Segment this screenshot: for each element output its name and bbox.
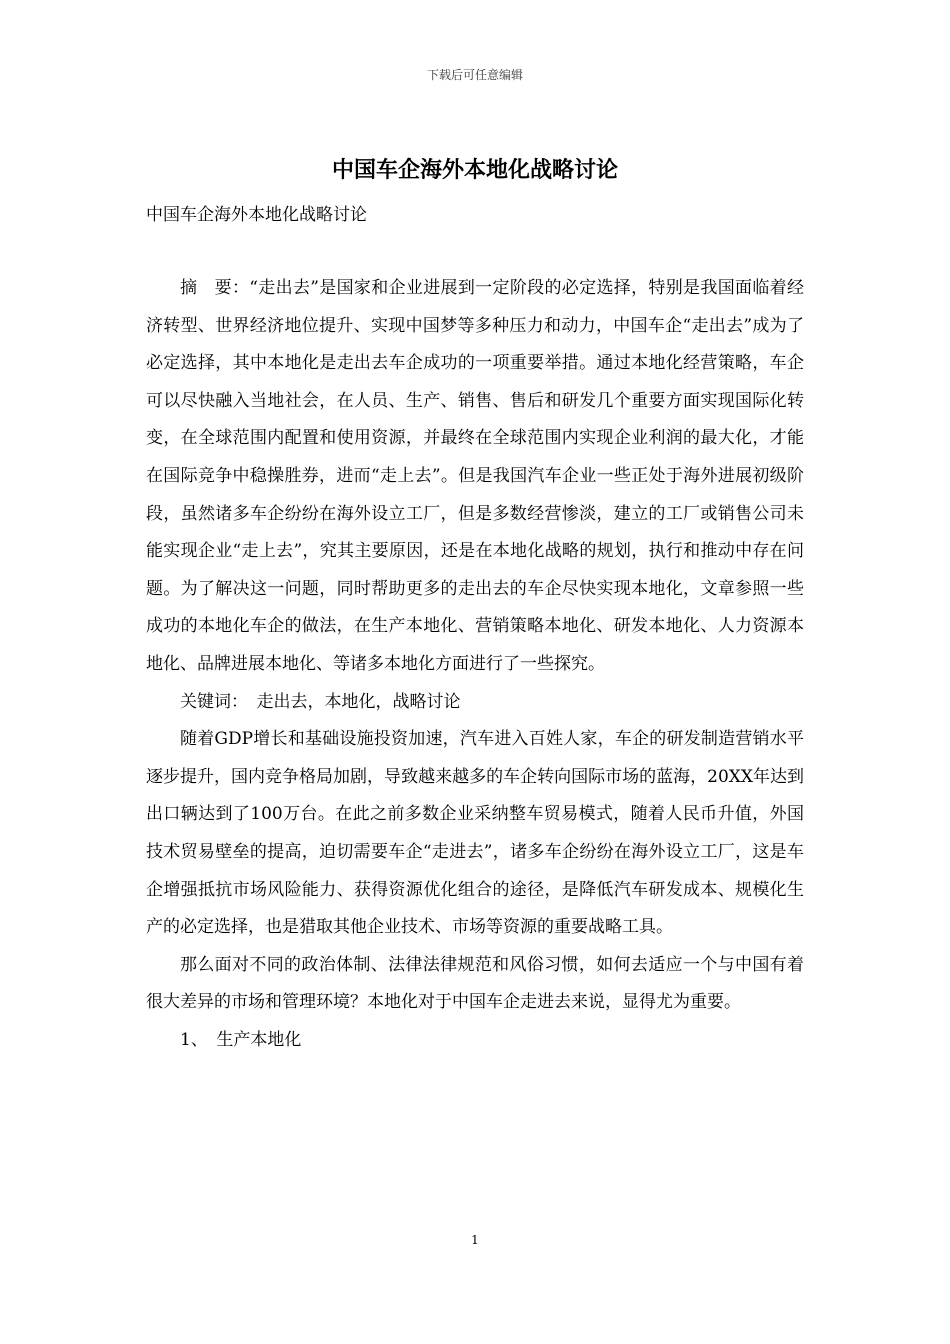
abstract-paragraph: 摘 要：“走出去”是国家和企业进展到一定阶段的必定选择，特别是我国面临着经济转型、世界经济地位提升、实现中国梦等多种压力和动力，中国车企“走出去”成为了必定选择，其中本地化是走出去车企成功的一项重要举措。通过本地化经营策略，车企可以尽快融入当地社会，在人员、生产、销售、售后和研发几个重要方面实现国际化转变，在全球范围内配置和使用资源，并最终在全球范围内实现企业利润的最大化，才能在国际竞争中稳操胜券，进而“走上去”。但是我国汽车企业一些正处于海外进展初级阶段，虽然诸多车企纷纷在海外设立工厂，但是多数经营惨淡，建立的工厂或销售公司未能实现企业“走上去”，究其主要原因，还是在本地化战略的规划，执行和推动中存在问题。为了解决这一问题，同时帮助更多的走出去的车企尽快实现本地化，文章参照一些成功的本地化车企的做法，在生产本地化、营销策略本地化、研发本地化、人力资源本地化、品牌进展本地化、等诸多本地化方面进行了一些探究。 (146, 278, 804, 674)
page-header: 下载后可任意编辑 (426, 68, 523, 82)
document-title: 中国车企海外本地化战略讨论 (331, 158, 618, 183)
document-body (146, 270, 804, 1059)
document-subtitle: 中国车企海外本地化战略讨论 (146, 205, 367, 225)
body-paragraph: 随着GDP增长和基础设施投资加速，汽车进入百姓人家，车企的研发制造营销水平逐步提升，国内竞争格局加剧，导致越来越多的车企转向国际市场的蓝海，20XX年达到出口辆达到了100万台。在此之前多数企业采纳整车贸易模式，随着人民币升值，外国技术贸易壁垒的提高，迫切需要车企“走进去”，诸多车企纷纷在海外设立工厂，这是车企增强抵抗市场风险能力、获得资源优化组合的途径，是降低汽车研发成本、规模化生产的必定选择，也是猎取其他企业技术、市场等资源的重要战略工具。 (146, 729, 804, 938)
section-heading: 1、 生产本地化 (180, 1029, 302, 1050)
keywords-paragraph: 关键词： 走出去，本地化，战略讨论 (180, 691, 461, 712)
page-number: 1 (471, 1233, 479, 1247)
body-paragraph: 那么面对不同的政治体制、法律法律规范和风俗习惯，如何去适应一个与中国有着很大差异的市场和管理环境？本地化对于中国车企走进去来说，显得尤为重要。 (146, 954, 804, 1013)
